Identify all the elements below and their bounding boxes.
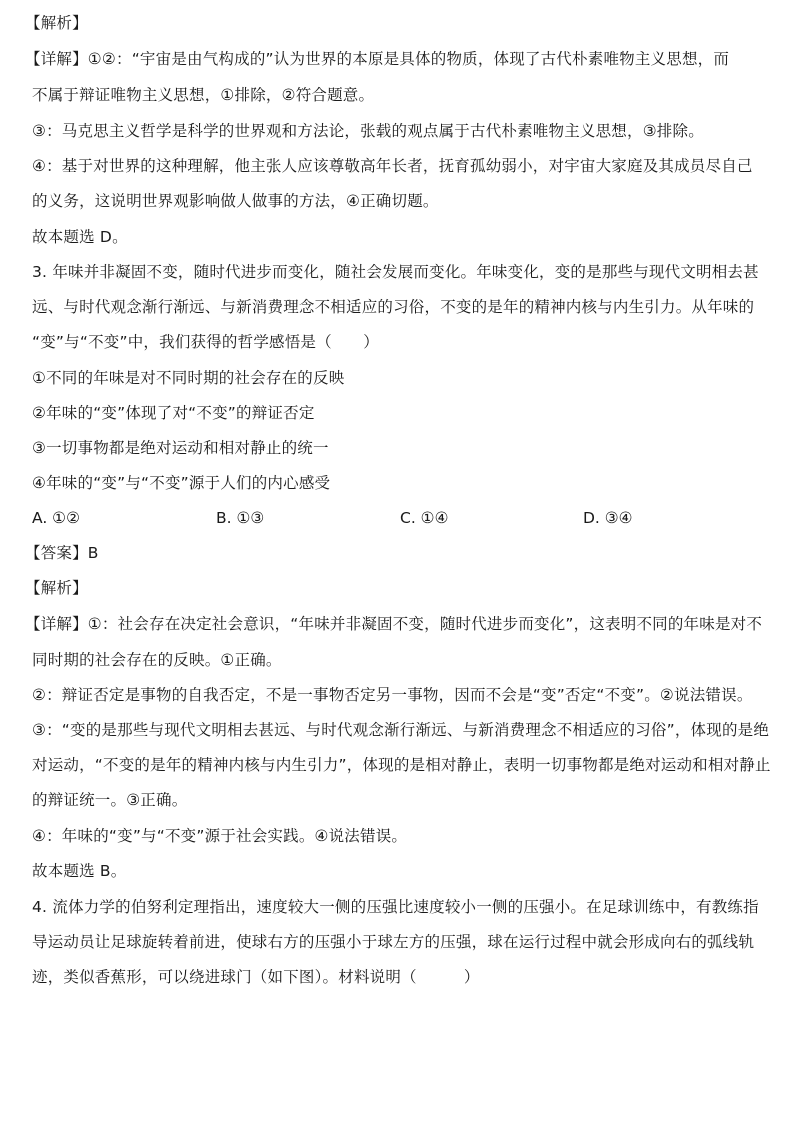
- analysis-detail-line: 【详解】①：社会存在决定社会意识，“年味并非凝固不变，随时代进步而变化”，这表明不同的年味是对不: [25, 615, 763, 633]
- option-d: D. ③④: [583, 509, 633, 527]
- answer-line: 【答案】B: [25, 544, 99, 562]
- analysis-detail-line: ④：年味的“变”与“不变”源于社会实践。④说法错误。: [32, 827, 408, 845]
- question-stem-line: 迹，类似香蕉形，可以绕进球门（如下图）。材料说明（ ）: [32, 968, 480, 986]
- question-stem-line: 3. 年味并非凝固不变，随时代进步而变化，随社会发展而变化。年味变化，变的是那些与现代文明相去甚: [32, 263, 759, 281]
- statement-4: ④年味的“变”与“不变”源于人们的内心感受: [32, 474, 331, 492]
- option-a: A. ①②: [32, 509, 80, 527]
- analysis-detail-line: 的辩证统一。③正确。: [32, 791, 188, 809]
- analysis-detail-line: ④：基于对世界的这种理解，他主张人应该尊敬高年长者，抚育孤幼弱小，对宇宙大家庭及其成员尽自己: [32, 157, 753, 175]
- conclusion-line: 故本题选 B。: [32, 862, 127, 880]
- analysis-detail-line: ③：“变的是那些与现代文明相去甚远、与时代观念渐行渐远、与新消费理念不相适应的习俗”，体现的是绝: [32, 721, 770, 739]
- analysis-header: 【解析】: [25, 14, 88, 32]
- question-stem-line: 4. 流体力学的伯努利定理指出，速度较大一侧的压强比速度较小一侧的压强小。在足球训练中，有教练指: [32, 898, 759, 916]
- analysis-detail-line: ③：马克思主义哲学是科学的世界观和方法论，张载的观点属于古代朴素唯物主义思想，③排除。: [32, 122, 704, 140]
- analysis-detail-line: 【详解】①②：“宇宙是由气构成的”认为世界的本原是具体的物质，体现了古代朴素唯物主义思想，而: [25, 50, 730, 68]
- analysis-header: 【解析】: [25, 579, 88, 597]
- question-stem-line: “变”与“不变”中，我们获得的哲学感悟是（ ）: [32, 333, 379, 351]
- option-b: B. ①③: [216, 509, 265, 527]
- conclusion-line: 故本题选 D。: [32, 228, 128, 246]
- analysis-detail-line: ②：辩证否定是事物的自我否定，不是一事物否定另一事物，因而不会是“变”否定“不变”。②说法错误。: [32, 686, 753, 704]
- statement-1: ①不同的年味是对不同时期的社会存在的反映: [32, 369, 345, 387]
- analysis-detail-line: 不属于辩证唯物主义思想，①排除，②符合题意。: [32, 86, 375, 104]
- answer-options: [32, 507, 772, 529]
- statement-3: ③一切事物都是绝对运动和相对静止的统一: [32, 439, 329, 457]
- analysis-detail-line: 的义务，这说明世界观影响做人做事的方法，④正确切题。: [32, 192, 439, 210]
- option-c: C. ①④: [400, 509, 449, 527]
- question-stem-line: 远、与时代观念渐行渐远、与新消费理念不相适应的习俗，不变的是年的精神内核与内生引力。从年味的: [32, 298, 755, 316]
- analysis-detail-line: 同时期的社会存在的反映。①正确。: [32, 651, 282, 669]
- statement-2: ②年味的“变”体现了对“不变”的辩证否定: [32, 404, 315, 422]
- analysis-detail-line: 对运动，“不变的是年的精神内核与内生引力”，体现的是相对静止，表明一切事物都是绝对运动和相对静止: [32, 756, 771, 774]
- question-stem-line: 导运动员让足球旋转着前进，使球右方的压强小于球左方的压强，球在运行过程中就会形成向右的弧线轨: [32, 933, 755, 951]
